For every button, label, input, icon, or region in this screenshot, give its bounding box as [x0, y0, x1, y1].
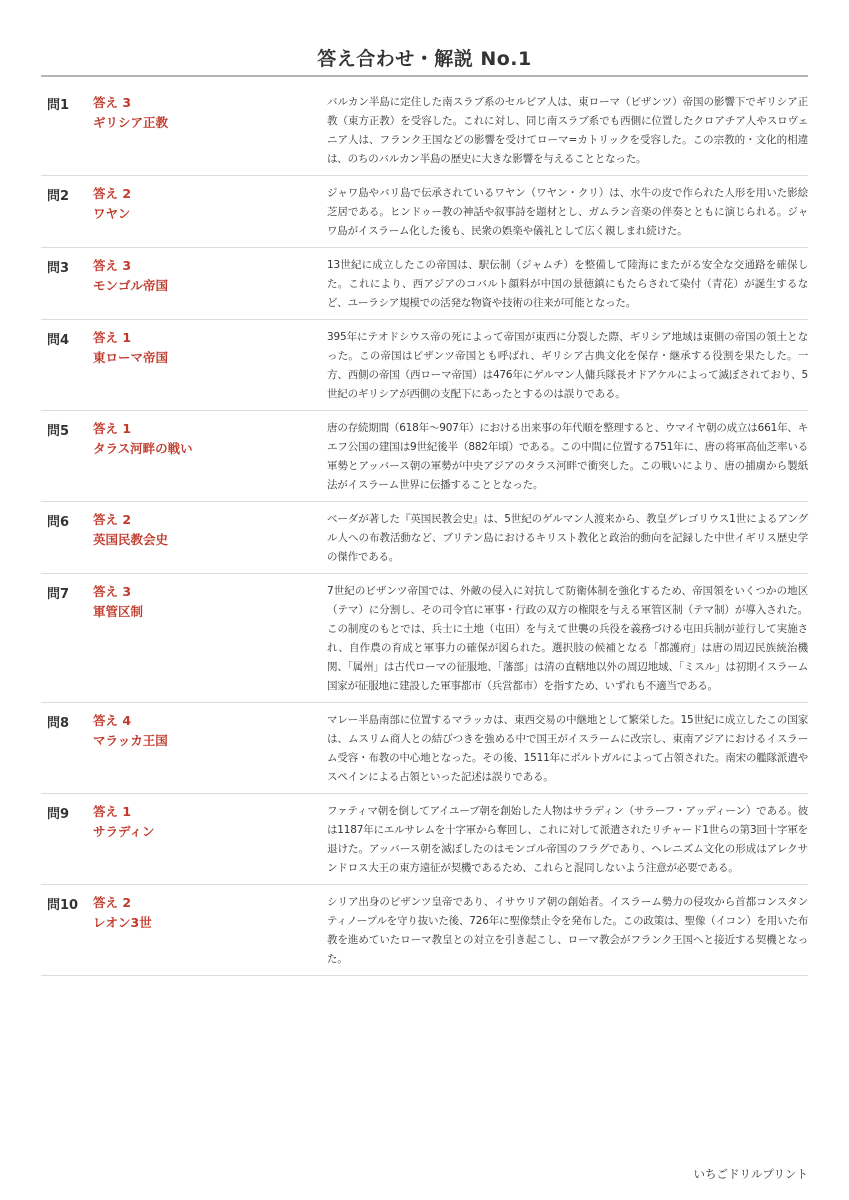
explanation-text: 唐の存続期間（618年〜907年）における出来事の年代順を整理すると、ウマイヤ朝の成立は661年、キエフ公国の建国は9世紀後半（882年頃）である。この中間に位置する751年に、唐の将軍高仙芝率いる軍勢とアッバース朝の軍勢が中央アジアのタラス河畔で衝突した。この戦いにより、唐の捕虜から製紙法がイスラーム世界に伝播することとなった。	[327, 422, 808, 491]
question-cell	[41, 885, 93, 976]
explanation-text: 13世紀に成立したこの帝国は、駅伝制（ジャムチ）を整備して陸海にまたがる安全な交通路を確保した。これにより、西アジアのコバルト顔料が中国の景徳鎮にもたらされて染付（青花）が誕生するなど、ユーラシア規模での活発な物資や技術の往来が可能となった。	[327, 259, 808, 309]
answer-choice-number: 1	[122, 804, 132, 819]
answer-label	[93, 184, 327, 204]
answer-row	[41, 794, 808, 885]
answer-row	[41, 502, 808, 574]
answer-label	[93, 328, 327, 348]
answer-choice-number: 1	[122, 421, 132, 436]
answer-label	[93, 582, 327, 602]
answer-cell	[93, 794, 327, 885]
question-number: 問7	[47, 587, 70, 602]
answer-label	[93, 256, 327, 276]
answer-prefix: 答え	[93, 804, 119, 819]
explanation-text: ジャワ島やバリ島で伝承されているワヤン（ワヤン・クリ）は、水牛の皮で作られた人形を用いた影絵芝居である。ヒンドゥー教の神話や叙事詩を題材とし、ガムラン音楽の伴奏とともに演じられる。ジャワ島がイスラーム化した後も、民衆の娯楽や儀礼として広く親しまれ続けた。	[327, 187, 808, 237]
explanation-cell	[327, 85, 808, 176]
answer-row	[41, 85, 808, 176]
explanation-cell	[327, 248, 808, 320]
answer-text: モンゴル帝国	[93, 278, 169, 293]
answer-cell	[93, 885, 327, 976]
answer-cell	[93, 320, 327, 411]
question-number: 問6	[47, 515, 70, 530]
answer-choice-number: 2	[122, 186, 132, 201]
explanation-text: シリア出身のビザンツ皇帝であり、イサウリア朝の創始者。イスラーム勢力の侵攻から首都コンスタンティノープルを守り抜いた後、726年に聖像禁止令を発布した。この政策は、聖像（イコン）を用いた布教を進めていたローマ教皇との対立を引き起こし、ローマ教会がフランク王国へと接近する契機となった。	[327, 896, 808, 965]
question-cell	[41, 85, 93, 176]
answer-row	[41, 320, 808, 411]
page-title: 答え合わせ・解説 No.1	[317, 48, 532, 70]
answer-text: 英国民教会史	[93, 532, 169, 547]
answer-text: 軍管区制	[93, 604, 144, 619]
explanation-cell	[327, 411, 808, 502]
answer-choice-number: 2	[122, 512, 132, 527]
answer-row	[41, 703, 808, 794]
question-number: 問8	[47, 716, 70, 731]
explanation-cell	[327, 794, 808, 885]
question-number: 問9	[47, 807, 70, 822]
answer-label	[93, 419, 327, 439]
answer-prefix: 答え	[93, 584, 119, 599]
footer-brand: いちごドリルプリント	[693, 1167, 808, 1181]
explanation-text: マレー半島南部に位置するマラッカは、東西交易の中継地として繁栄した。15世紀に成立したこの国家は、ムスリム商人との結びつきを強める中で国王がイスラームに改宗し、東南アジアにおけるイスラーム受容・布教の中心地となった。その後、1511年にポルトガルによって占領された。南宋の艦隊派遣やスペインによる占領といった記述は誤りである。	[327, 714, 808, 783]
answer-choice-number: 2	[122, 895, 132, 910]
answer-text: マラッカ王国	[93, 733, 168, 748]
question-cell	[41, 176, 93, 248]
question-number: 問4	[47, 333, 70, 348]
answer-cell	[93, 85, 327, 176]
answer-text: ワヤン	[93, 206, 131, 221]
explanation-cell	[327, 502, 808, 574]
question-cell	[41, 320, 93, 411]
answer-row	[41, 574, 808, 703]
answer-row	[41, 411, 808, 502]
question-number: 問5	[47, 424, 70, 439]
question-number: 問1	[47, 98, 70, 113]
answer-cell	[93, 248, 327, 320]
question-cell	[41, 574, 93, 703]
answer-prefix: 答え	[93, 330, 119, 345]
question-cell	[41, 248, 93, 320]
answer-prefix: 答え	[93, 512, 119, 527]
answer-prefix: 答え	[93, 421, 119, 436]
explanation-cell	[327, 703, 808, 794]
question-number: 問10	[47, 898, 79, 913]
explanation-text: 7世紀のビザンツ帝国では、外敵の侵入に対抗して防衛体制を強化するため、帝国領をいくつかの地区（テマ）に分割し、その司令官に軍事・行政の双方の権限を与える軍管区制（テマ制）が導入された。この制度のもとでは、兵士に土地（屯田）を与えて世襲の兵役を義務づける屯田兵制が並行して実施され、自作農の育成と軍事力の確保が図られた。選択肢の候補となる「都護府」は唐の周辺民族統治機関、「属州」は古代ローマの征服地、「藩部」は清の直轄地以外の周辺地域、「ミスル」は初期イスラーム国家が征服地に建設した軍事都市（兵営都市）を指すため、いずれも不適当である。	[327, 585, 808, 692]
explanation-text: ベーダが著した『英国民教会史』は、5世紀のゲルマン人渡来から、教皇グレゴリウス1世によるアングル人への布教活動など、ブリテン島におけるキリスト教化と政治的動向を記録した中世イギリス歴史学の傑作である。	[327, 513, 808, 563]
answer-cell	[93, 703, 327, 794]
answer-label	[93, 893, 327, 913]
answer-text: 東ローマ帝国	[93, 350, 169, 365]
answer-choice-number: 3	[122, 95, 132, 110]
answer-choice-number: 3	[122, 584, 132, 599]
question-cell	[41, 411, 93, 502]
answer-text: レオン3世	[93, 915, 152, 930]
answer-text: サラディン	[93, 824, 155, 839]
question-number: 問3	[47, 261, 70, 276]
answer-cell	[93, 176, 327, 248]
answer-row	[41, 885, 808, 976]
answer-cell	[93, 574, 327, 703]
answer-cell	[93, 411, 327, 502]
answer-prefix: 答え	[93, 186, 119, 201]
explanation-cell	[327, 320, 808, 411]
answer-choice-number: 3	[122, 258, 132, 273]
answer-choice-number: 4	[122, 713, 132, 728]
answer-label	[93, 711, 327, 731]
answer-prefix: 答え	[93, 713, 119, 728]
explanation-text: 395年にテオドシウス帝の死によって帝国が東西に分裂した際、ギリシア地域は東側の帝国の領土となった。この帝国はビザンツ帝国とも呼ばれ、ギリシア古典文化を保存・継承する役割を果たした。一方、西側の帝国（西ローマ帝国）は476年にゲルマン人傭兵隊長オドアケルによって滅ぼされており、5世紀のギリシアが西側の支配下にあったとするのは誤りである。	[327, 331, 808, 400]
answer-row	[41, 176, 808, 248]
answer-prefix: 答え	[93, 895, 119, 910]
answer-prefix: 答え	[93, 258, 119, 273]
question-cell	[41, 703, 93, 794]
answer-table-body	[41, 85, 808, 976]
answer-label	[93, 510, 327, 530]
answer-table	[41, 85, 808, 976]
title-divider	[41, 75, 808, 77]
explanation-text: ファティマ朝を倒してアイユーブ朝を創始した人物はサラディン（サラーフ・アッディーン）である。彼は1187年にエルサレムを十字軍から奪回し、これに対して派遣されたリチャード1世らの第3回十字軍を退けた。アッバース朝を滅ぼしたのはモンゴル帝国のフラグであり、ヘレニズム文化の形成はアレクサンドロス大王の東方遠征が契機であるため、これらと混同しないよう注意が必要である。	[327, 805, 808, 874]
explanation-cell	[327, 176, 808, 248]
answer-row	[41, 248, 808, 320]
question-cell	[41, 794, 93, 885]
answer-label	[93, 802, 327, 822]
answer-choice-number: 1	[122, 330, 132, 345]
explanation-cell	[327, 885, 808, 976]
explanation-cell	[327, 574, 808, 703]
answer-label	[93, 93, 327, 113]
question-number: 問2	[47, 189, 70, 204]
answer-prefix: 答え	[93, 95, 119, 110]
answer-cell	[93, 502, 327, 574]
answer-text: ギリシア正教	[93, 115, 169, 130]
question-cell	[41, 502, 93, 574]
explanation-text: バルカン半島に定住した南スラブ系のセルビア人は、東ローマ（ビザンツ）帝国の影響下でギリシア正教（東方正教）を受容した。これに対し、同じ南スラブ系でも西側に位置したクロアチア人やスロヴェニア人は、フランク王国などの影響を受けてローマ=カトリックを受容した。この宗教的・文化的相違は、のちのバルカン半島の歴史に大きな影響を与えることとなった。	[327, 96, 808, 165]
answer-text: タラス河畔の戦い	[93, 441, 193, 456]
